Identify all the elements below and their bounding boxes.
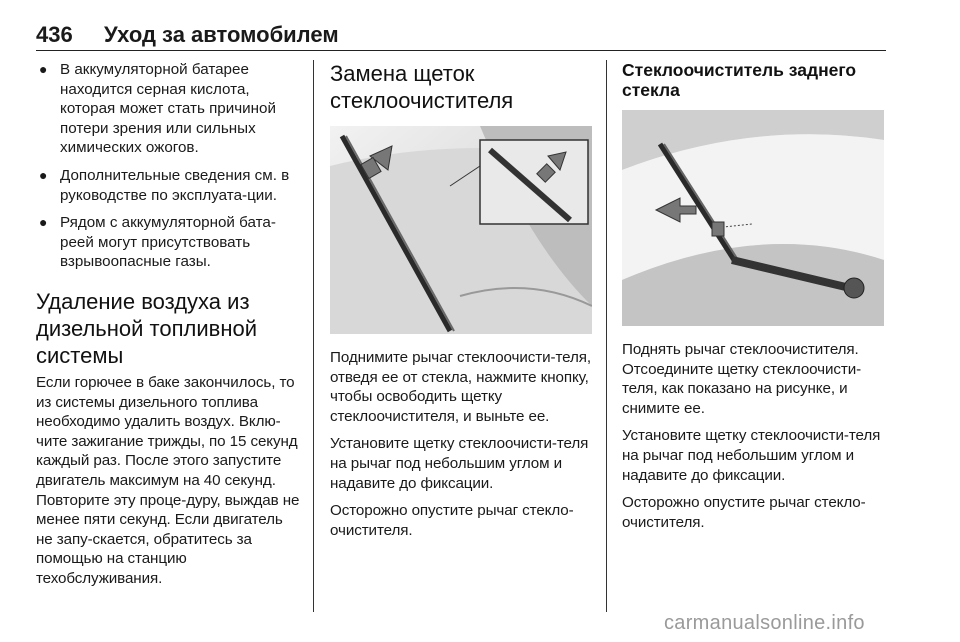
warning-list [36,60,300,272]
section-heading-rear-wiper: Стеклоочиститель заднего стекла [622,60,857,100]
column-right [622,60,886,540]
bullet-icon: ● [39,214,48,231]
bullet-icon: ● [39,61,48,77]
bullet-icon: ● [39,166,48,183]
column-left [36,60,300,588]
column-middle [330,60,592,548]
watermark: carmanualsonline.info [664,612,865,634]
page-title: Уход за автомобилем [104,22,339,47]
column-divider [313,60,314,612]
rear-wiper-step-1: Поднять рычаг стеклоочистителя. Отсоедините щетку стеклоочисти-теля, как показано на рисунке, и снимите ее. [622,341,862,417]
wiper-step-3: Осторожно опустите рычаг стекло-очистителя. [330,502,574,539]
wiper-blade-illustration [330,126,592,334]
page-number: 436 [36,22,73,47]
header-divider [36,50,886,51]
wiper-step-1: Поднимите рычаг стеклоочисти-теля, отведя ее от стекла, нажмите кнопку, чтобы освободить щетку стеклоочистителя, и выньте ее. [330,349,591,425]
wiper-step-2: Установите щетку стеклоочисти-теля на рычаг под небольшим углом и надавите до фиксации. [330,435,589,492]
rear-wiper-step-3: Осторожно опустите рычаг стекло-очистителя. [622,494,866,531]
page-header [0,0,960,52]
section-text-fuel: Если горючее в баке закончилось, то из системы дизельного топлива необходимо удалить воздух. Вклю-чите зажигание трижды, по 15 секунд каждый раз. После этого запустите двигатель максимум на 40 секунд. Повторите эту проце-дуру, выждав не менее пяти секунд. Если двигатель не запу-скается, обратитесь за помощью на станцию техобслуживания. [36,373,300,587]
rear-wiper-illustration [622,110,884,326]
column-divider [606,60,607,612]
rear-wiper-step-2: Установите щетку стеклоочисти-теля на рычаг под небольшим углом и надавите до фиксации. [622,427,881,484]
list-item: ● Рядом с аккумуляторной бата-реей могут присутствовать взрывоопасные газы. [39,214,276,271]
section-heading-fuel: Удаление воздуха из дизельной топливной системы [36,288,258,368]
section-heading-wiper: Замена щеток стеклоочистителя [330,61,514,113]
list-item: ● Дополнительные сведения см. в руководстве по эксплуата-ции. [39,166,290,204]
list-item: ● В аккумуляторной батарее находится серная кислота, которая может стать причиной потери зрения или сильных химических ожогов. [39,61,276,157]
